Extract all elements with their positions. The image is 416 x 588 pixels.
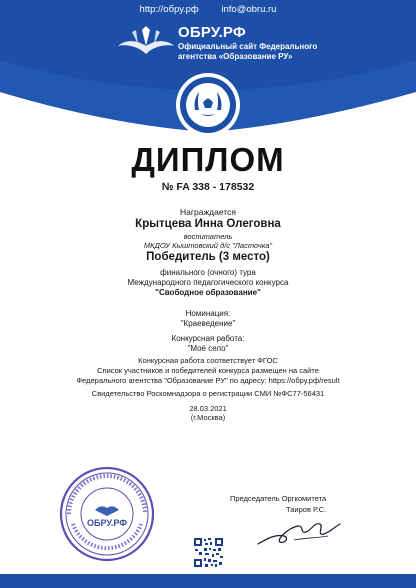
header-links	[0, 4, 416, 15]
compliance-text: Конкурсная работа соответствует ФГОС	[138, 356, 278, 365]
diploma-number: № FA 338 - 178532	[161, 181, 255, 193]
email-link[interactable]: info@obru.ru	[221, 4, 277, 15]
chair-label: Председатель Оргкомитета	[230, 494, 327, 503]
list-line-1: Список участников и победителей конкурса размещен на сайте	[97, 366, 319, 375]
nomination-value: "Краеведение"	[180, 319, 236, 328]
footer-band	[0, 574, 416, 588]
qr-code-icon	[193, 537, 224, 568]
award-result: Победитель (3 место)	[146, 251, 270, 263]
certificate-text: Свидетельство Роскомнадзора о регистрации СМИ №ФС77-56431	[91, 389, 325, 398]
laurel-emblem-icon	[175, 72, 241, 138]
diploma-title: ДИПЛОМ	[131, 141, 285, 178]
open-book-logo-icon	[116, 24, 176, 60]
brand-name: ОБРУ.РФ	[178, 24, 246, 41]
nomination-label: Номинация:	[185, 309, 231, 318]
round-text: финального (очного) тура	[160, 268, 256, 277]
brand-subtitle: Официальный сайт Федерального агентства «Образование РУ»	[178, 42, 318, 61]
issue-city: (г.Москва)	[190, 413, 226, 422]
work-value: "Моё село"	[187, 344, 229, 353]
awarded-label: Награждается	[180, 207, 236, 217]
contest-text: Международного педагогического конкурса	[127, 278, 289, 287]
recipient-org: МКДОУ Кыштовский д/с "Ласточка"	[143, 241, 273, 250]
issue-date: 28.03.2021	[189, 404, 227, 413]
seal-brand: ОБРУ.РФ	[87, 518, 127, 528]
recipient-role: воспитатель	[183, 232, 233, 241]
signature-icon	[254, 514, 344, 550]
list-line-2: Федерального агентства "Образование РУ" по адресу: https://обру.рф/result	[76, 376, 340, 385]
contest-name: "Свободное образование"	[155, 288, 261, 297]
work-label: Конкурсная работа:	[171, 334, 245, 343]
recipient-name: Крытцева Инна Олеговна	[135, 218, 281, 230]
round-seal-icon	[59, 466, 155, 562]
chair-name: Таиров Р.С.	[286, 505, 327, 514]
site-link[interactable]: http://обру.рф	[139, 4, 199, 15]
